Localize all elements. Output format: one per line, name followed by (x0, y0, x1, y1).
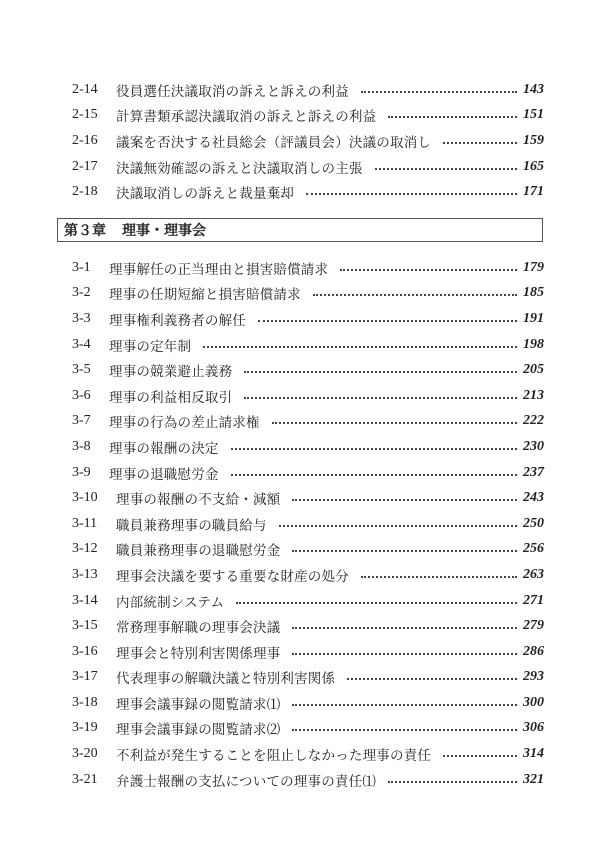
entry-title: 不利益が発生することを阻止しなかった理事の責任 (116, 748, 432, 765)
dot-leader (231, 448, 517, 450)
entry-number: 2-17 (72, 158, 98, 174)
entry-number: 3-12 (72, 541, 98, 557)
dot-leader (375, 168, 517, 170)
entry-page: 237 (523, 464, 544, 480)
entry-title: 理事解任の正当理由と損害賠償請求 (109, 261, 329, 278)
entry-page: 171 (523, 184, 544, 200)
dot-leader (236, 602, 517, 604)
toc-entry[interactable] (72, 255, 544, 281)
toc-entry[interactable] (72, 639, 544, 665)
dot-leader (279, 525, 517, 527)
chapter-heading (57, 218, 543, 242)
entry-page: 314 (523, 746, 544, 762)
entry-number: 3-20 (72, 746, 98, 762)
dot-leader (347, 678, 517, 680)
toc-section-3 (72, 255, 544, 792)
dot-leader (340, 269, 517, 271)
entry-title: 理事の任期短縮と損害賠償請求 (109, 287, 301, 304)
entry-number: 2-15 (72, 107, 98, 123)
toc-entry[interactable] (72, 179, 544, 205)
entry-number: 3-8 (72, 438, 91, 454)
entry-page: 286 (523, 643, 544, 659)
toc-entry[interactable] (72, 588, 544, 614)
entry-title: 議案を否決する社員総会（評議員会）決議の取消し (116, 134, 432, 151)
entry-number: 3-17 (72, 669, 98, 685)
dot-leader (388, 116, 517, 118)
entry-page: 185 (523, 285, 544, 301)
chapter-title: 理事・理事会 (122, 223, 206, 239)
toc-entry[interactable] (72, 562, 544, 588)
dot-leader (292, 550, 517, 552)
toc-entry[interactable] (72, 409, 544, 435)
entry-number: 3-4 (72, 336, 91, 352)
entry-number: 3-18 (72, 694, 98, 710)
dot-leader (244, 371, 517, 373)
entry-title: 常務理事解職の理事会決議 (116, 620, 281, 637)
entry-number: 3-6 (72, 387, 91, 403)
entry-page: 306 (523, 720, 544, 736)
toc-entry[interactable] (72, 103, 544, 129)
dot-leader (292, 704, 517, 706)
dot-leader (292, 627, 517, 629)
chapter-number: 第３章 (64, 223, 106, 239)
entry-page: 230 (523, 438, 544, 454)
toc-entry[interactable] (72, 460, 544, 486)
dot-leader (443, 755, 517, 757)
dot-leader (306, 193, 517, 195)
entry-title: 代表理事の解職決議と特別利害関係 (116, 671, 336, 688)
dot-leader (244, 397, 517, 399)
entry-title: 役員選任決議取消の訴えと訴えの利益 (116, 83, 349, 100)
entry-number: 3-7 (72, 413, 91, 429)
toc-entry[interactable] (72, 77, 544, 103)
entry-page: 143 (523, 81, 544, 97)
toc-entry[interactable] (72, 281, 544, 307)
dot-leader (292, 729, 517, 731)
entry-title: 内部統制システム (116, 594, 225, 611)
dot-leader (388, 781, 517, 783)
dot-leader (258, 320, 517, 322)
toc-entry[interactable] (72, 434, 544, 460)
entry-number: 2-18 (72, 184, 98, 200)
toc-entry[interactable] (72, 613, 544, 639)
entry-number: 3-2 (72, 285, 91, 301)
entry-number: 2-14 (72, 81, 98, 97)
entry-page: 279 (523, 618, 544, 634)
entry-title: 職員兼務理事の退職慰労金 (116, 543, 281, 560)
toc-entry[interactable] (72, 383, 544, 409)
entry-number: 3-15 (72, 618, 98, 634)
entry-number: 2-16 (72, 132, 98, 148)
entry-number: 3-1 (72, 259, 91, 275)
entry-title: 理事の利益相反取引 (109, 389, 233, 406)
toc-entry[interactable] (72, 332, 544, 358)
dot-leader (292, 653, 517, 655)
entry-number: 3-14 (72, 592, 98, 608)
toc-entry[interactable] (72, 741, 544, 767)
entry-number: 3-13 (72, 566, 98, 582)
entry-number: 3-9 (72, 464, 91, 480)
entry-title: 理事会決議を要する重要な財産の処分 (116, 568, 349, 585)
entry-page: 250 (523, 515, 544, 531)
toc-entry[interactable] (72, 716, 544, 742)
entry-page: 256 (523, 541, 544, 557)
dot-leader (361, 91, 517, 93)
dot-leader (292, 499, 517, 501)
entry-title: 決議取消しの訴えと裁量棄却 (116, 186, 295, 203)
dot-leader (361, 576, 517, 578)
entry-page: 159 (523, 132, 544, 148)
toc-entry[interactable] (72, 128, 544, 154)
entry-title: 理事会議事録の閲覧請求⑴ (116, 696, 281, 713)
toc-entry[interactable] (72, 511, 544, 537)
entry-page: 300 (523, 694, 544, 710)
entry-page: 222 (523, 413, 544, 429)
entry-title: 理事の報酬の決定 (109, 440, 219, 457)
toc-entry[interactable] (72, 767, 544, 793)
entry-number: 3-5 (72, 362, 91, 378)
entry-page: 213 (523, 387, 544, 403)
entry-page: 151 (523, 107, 544, 123)
toc-entry[interactable] (72, 537, 544, 563)
entry-title: 計算書類承認決議取消の訴えと訴えの利益 (116, 109, 377, 126)
entry-title: 職員兼務理事の職員給与 (116, 517, 267, 534)
dot-leader (203, 346, 517, 348)
entry-title: 弁護士報酬の支払についての理事の責任⑴ (116, 773, 377, 790)
entry-number: 3-21 (72, 771, 98, 787)
entry-page: 263 (523, 566, 544, 582)
entry-title: 理事会と特別利害関係理事 (116, 645, 281, 662)
toc-entry[interactable] (72, 154, 544, 180)
entry-title: 理事の退職慰労金 (109, 466, 219, 483)
entry-title: 理事の定年制 (109, 338, 192, 355)
entry-title: 決議無効確認の訴えと決議取消しの主張 (116, 160, 363, 177)
entry-title: 理事の報酬の不支給・減額 (116, 492, 281, 509)
dot-leader (231, 474, 517, 476)
entry-number: 3-16 (72, 643, 98, 659)
entry-number: 3-10 (72, 490, 98, 506)
toc-entry[interactable] (72, 690, 544, 716)
entry-page: 321 (523, 771, 544, 787)
entry-page: 205 (523, 362, 544, 378)
toc-entry[interactable] (72, 357, 544, 383)
dot-leader (272, 422, 517, 424)
toc-entry[interactable] (72, 665, 544, 691)
entry-title: 理事会議事録の閲覧請求⑵ (116, 722, 281, 739)
entry-number: 3-3 (72, 310, 91, 326)
entry-number: 3-19 (72, 720, 98, 736)
entry-title: 理事の競業避止義務 (109, 364, 233, 381)
toc-section-2 (72, 77, 544, 205)
dot-leader (313, 294, 517, 296)
dot-leader (443, 142, 517, 144)
entry-number: 3-11 (72, 515, 98, 531)
entry-title: 理事の行為の差止請求権 (109, 415, 260, 432)
entry-page: 165 (523, 158, 544, 174)
entry-page: 293 (523, 669, 544, 685)
toc-entry[interactable] (72, 306, 544, 332)
entry-page: 198 (523, 336, 544, 352)
entry-page: 243 (523, 490, 544, 506)
entry-page: 179 (523, 259, 544, 275)
toc-entry[interactable] (72, 485, 544, 511)
entry-page: 191 (523, 310, 544, 326)
entry-page: 271 (523, 592, 544, 608)
entry-title: 理事権利義務者の解任 (109, 312, 246, 329)
